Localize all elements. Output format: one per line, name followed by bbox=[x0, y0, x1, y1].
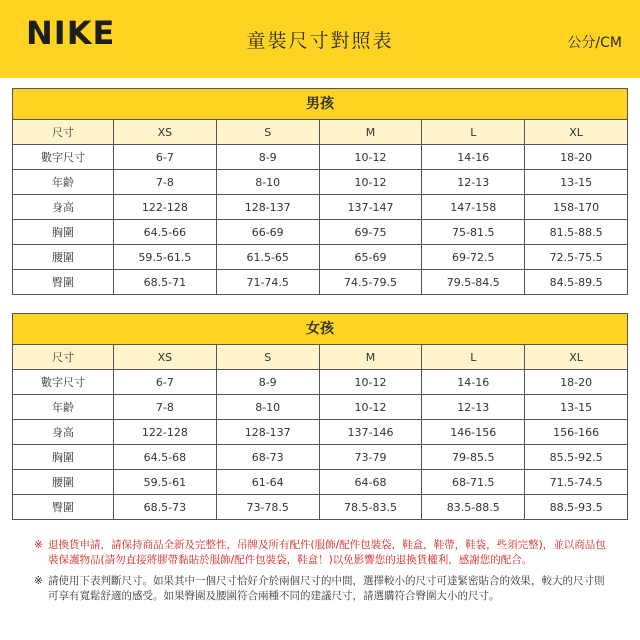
size-value-cell: 65-69 bbox=[319, 245, 422, 270]
size-value-cell: 7-8 bbox=[114, 395, 217, 420]
size-value-cell: 64.5-68 bbox=[114, 445, 217, 470]
size-value-cell: 83.5-88.5 bbox=[422, 495, 525, 520]
size-value-cell: 13-15 bbox=[525, 170, 628, 195]
size-value-cell: 10-12 bbox=[319, 170, 422, 195]
size-value-cell: 122-128 bbox=[114, 195, 217, 220]
row-label: 臀圍 bbox=[13, 495, 114, 520]
boys-section-title: 男孩 bbox=[12, 88, 628, 119]
size-row bbox=[13, 270, 628, 295]
size-value-cell: 6-7 bbox=[114, 370, 217, 395]
size-row bbox=[13, 470, 628, 495]
size-value-cell: 147-158 bbox=[422, 195, 525, 220]
size-value-cell: 64-68 bbox=[319, 470, 422, 495]
girls-section-title: 女孩 bbox=[12, 313, 628, 344]
size-value-cell: 18-20 bbox=[525, 145, 628, 170]
size-value-cell: 72.5-75.5 bbox=[525, 245, 628, 270]
brand-logo: NIKE bbox=[26, 14, 116, 52]
size-value-cell: 79.5-84.5 bbox=[422, 270, 525, 295]
size-value-cell: 71.5-74.5 bbox=[525, 470, 628, 495]
row-label: 身高 bbox=[13, 420, 114, 445]
row-label: 腰圍 bbox=[13, 245, 114, 270]
size-value-cell: 146-156 bbox=[422, 420, 525, 445]
note-text: 退換貨申請，請保持商品全新及完整性，吊牌及所有配件(服飾/配件包裝袋，鞋盒，鞋帶，鞋袋，些須完整)，並以商品包裝保護物品(請勿直接將膠帶黏貼於服飾/配件包裝袋，鞋盒！)以免影響您的退換貨權利，感謝您的配合。 bbox=[48, 539, 606, 566]
size-value-cell: 12-13 bbox=[422, 395, 525, 420]
size-row bbox=[13, 445, 628, 470]
size-value-cell: 68-73 bbox=[216, 445, 319, 470]
row-label: 尺寸 bbox=[13, 120, 114, 145]
size-value-cell: 71-74.5 bbox=[216, 270, 319, 295]
size-value-cell: 74.5-79.5 bbox=[319, 270, 422, 295]
page-title: 童裝尺寸對照表 bbox=[246, 30, 394, 52]
row-label: 腰圍 bbox=[13, 470, 114, 495]
size-value-cell: 79-85.5 bbox=[422, 445, 525, 470]
size-value-cell: 18-20 bbox=[525, 370, 628, 395]
note-marker: ※ bbox=[34, 575, 43, 587]
size-row bbox=[13, 170, 628, 195]
size-row bbox=[13, 420, 628, 445]
size-value-cell: 137-146 bbox=[319, 420, 422, 445]
size-value-cell: 85.5-92.5 bbox=[525, 445, 628, 470]
row-label: 數字尺寸 bbox=[13, 370, 114, 395]
size-row bbox=[13, 145, 628, 170]
size-column-header: M bbox=[319, 345, 422, 370]
size-column-header: L bbox=[422, 120, 525, 145]
size-column-header: S bbox=[216, 345, 319, 370]
size-value-cell: 8-10 bbox=[216, 395, 319, 420]
size-value-cell: 69-75 bbox=[319, 220, 422, 245]
size-value-cell: 137-147 bbox=[319, 195, 422, 220]
boys-size-section bbox=[12, 88, 628, 295]
note-text: 請使用下表判斷尺寸。如果其中一個尺寸恰好介於兩個尺寸的中間，選擇較小的尺寸可達緊密貼合的效果，較大的尺寸則可享有寬鬆舒適的感受。如果臀圍及腰圍符合兩種不同的建議尺寸，請選購符合臀圍大小的尺寸。 bbox=[48, 575, 605, 602]
girls-size-section bbox=[12, 313, 628, 520]
size-value-cell: 128-137 bbox=[216, 420, 319, 445]
size-column-header: L bbox=[422, 345, 525, 370]
unit-label: 公分/CM bbox=[567, 35, 622, 51]
size-value-cell: 64.5-66 bbox=[114, 220, 217, 245]
size-row bbox=[13, 370, 628, 395]
size-value-cell: 68.5-71 bbox=[114, 270, 217, 295]
row-label: 尺寸 bbox=[13, 345, 114, 370]
size-value-cell: 156-166 bbox=[525, 420, 628, 445]
size-value-cell: 158-170 bbox=[525, 195, 628, 220]
size-column-header: XS bbox=[114, 120, 217, 145]
size-column-header: XL bbox=[525, 345, 628, 370]
size-value-cell: 6-7 bbox=[114, 145, 217, 170]
boys-size-table bbox=[12, 119, 628, 295]
size-row bbox=[13, 395, 628, 420]
size-guide-note bbox=[34, 574, 614, 604]
size-column-header: XS bbox=[114, 345, 217, 370]
size-value-cell: 61.5-65 bbox=[216, 245, 319, 270]
size-value-cell: 81.5-88.5 bbox=[525, 220, 628, 245]
size-value-cell: 122-128 bbox=[114, 420, 217, 445]
size-value-cell: 128-137 bbox=[216, 195, 319, 220]
size-value-cell: 14-16 bbox=[422, 370, 525, 395]
size-value-cell: 7-8 bbox=[114, 170, 217, 195]
size-value-cell: 14-16 bbox=[422, 145, 525, 170]
row-label: 年齡 bbox=[13, 395, 114, 420]
row-label: 胸圍 bbox=[13, 445, 114, 470]
size-row bbox=[13, 245, 628, 270]
row-label: 身高 bbox=[13, 195, 114, 220]
size-value-cell: 66-69 bbox=[216, 220, 319, 245]
return-policy-note bbox=[34, 538, 614, 568]
size-value-cell: 59.5-61 bbox=[114, 470, 217, 495]
size-value-cell: 10-12 bbox=[319, 395, 422, 420]
size-column-header: XL bbox=[525, 120, 628, 145]
size-header-row bbox=[13, 120, 628, 145]
size-value-cell: 84.5-89.5 bbox=[525, 270, 628, 295]
size-value-cell: 59.5-61.5 bbox=[114, 245, 217, 270]
size-row bbox=[13, 495, 628, 520]
size-value-cell: 12-13 bbox=[422, 170, 525, 195]
size-value-cell: 88.5-93.5 bbox=[525, 495, 628, 520]
girls-size-table bbox=[12, 344, 628, 520]
row-label: 數字尺寸 bbox=[13, 145, 114, 170]
size-value-cell: 8-9 bbox=[216, 370, 319, 395]
size-value-cell: 10-12 bbox=[319, 145, 422, 170]
size-column-header: S bbox=[216, 120, 319, 145]
size-value-cell: 73-78.5 bbox=[216, 495, 319, 520]
size-value-cell: 8-9 bbox=[216, 145, 319, 170]
size-value-cell: 73-79 bbox=[319, 445, 422, 470]
size-header-row bbox=[13, 345, 628, 370]
size-value-cell: 10-12 bbox=[319, 370, 422, 395]
row-label: 年齡 bbox=[13, 170, 114, 195]
notes-section bbox=[34, 538, 614, 610]
size-value-cell: 61-64 bbox=[216, 470, 319, 495]
row-label: 胸圍 bbox=[13, 220, 114, 245]
header-bar bbox=[0, 0, 640, 78]
size-row bbox=[13, 195, 628, 220]
row-label: 臀圍 bbox=[13, 270, 114, 295]
size-value-cell: 13-15 bbox=[525, 395, 628, 420]
size-column-header: M bbox=[319, 120, 422, 145]
size-value-cell: 69-72.5 bbox=[422, 245, 525, 270]
note-marker: ※ bbox=[34, 539, 43, 551]
size-row bbox=[13, 220, 628, 245]
size-value-cell: 68.5-73 bbox=[114, 495, 217, 520]
size-value-cell: 75-81.5 bbox=[422, 220, 525, 245]
size-value-cell: 78.5-83.5 bbox=[319, 495, 422, 520]
size-value-cell: 8-10 bbox=[216, 170, 319, 195]
size-value-cell: 68-71.5 bbox=[422, 470, 525, 495]
